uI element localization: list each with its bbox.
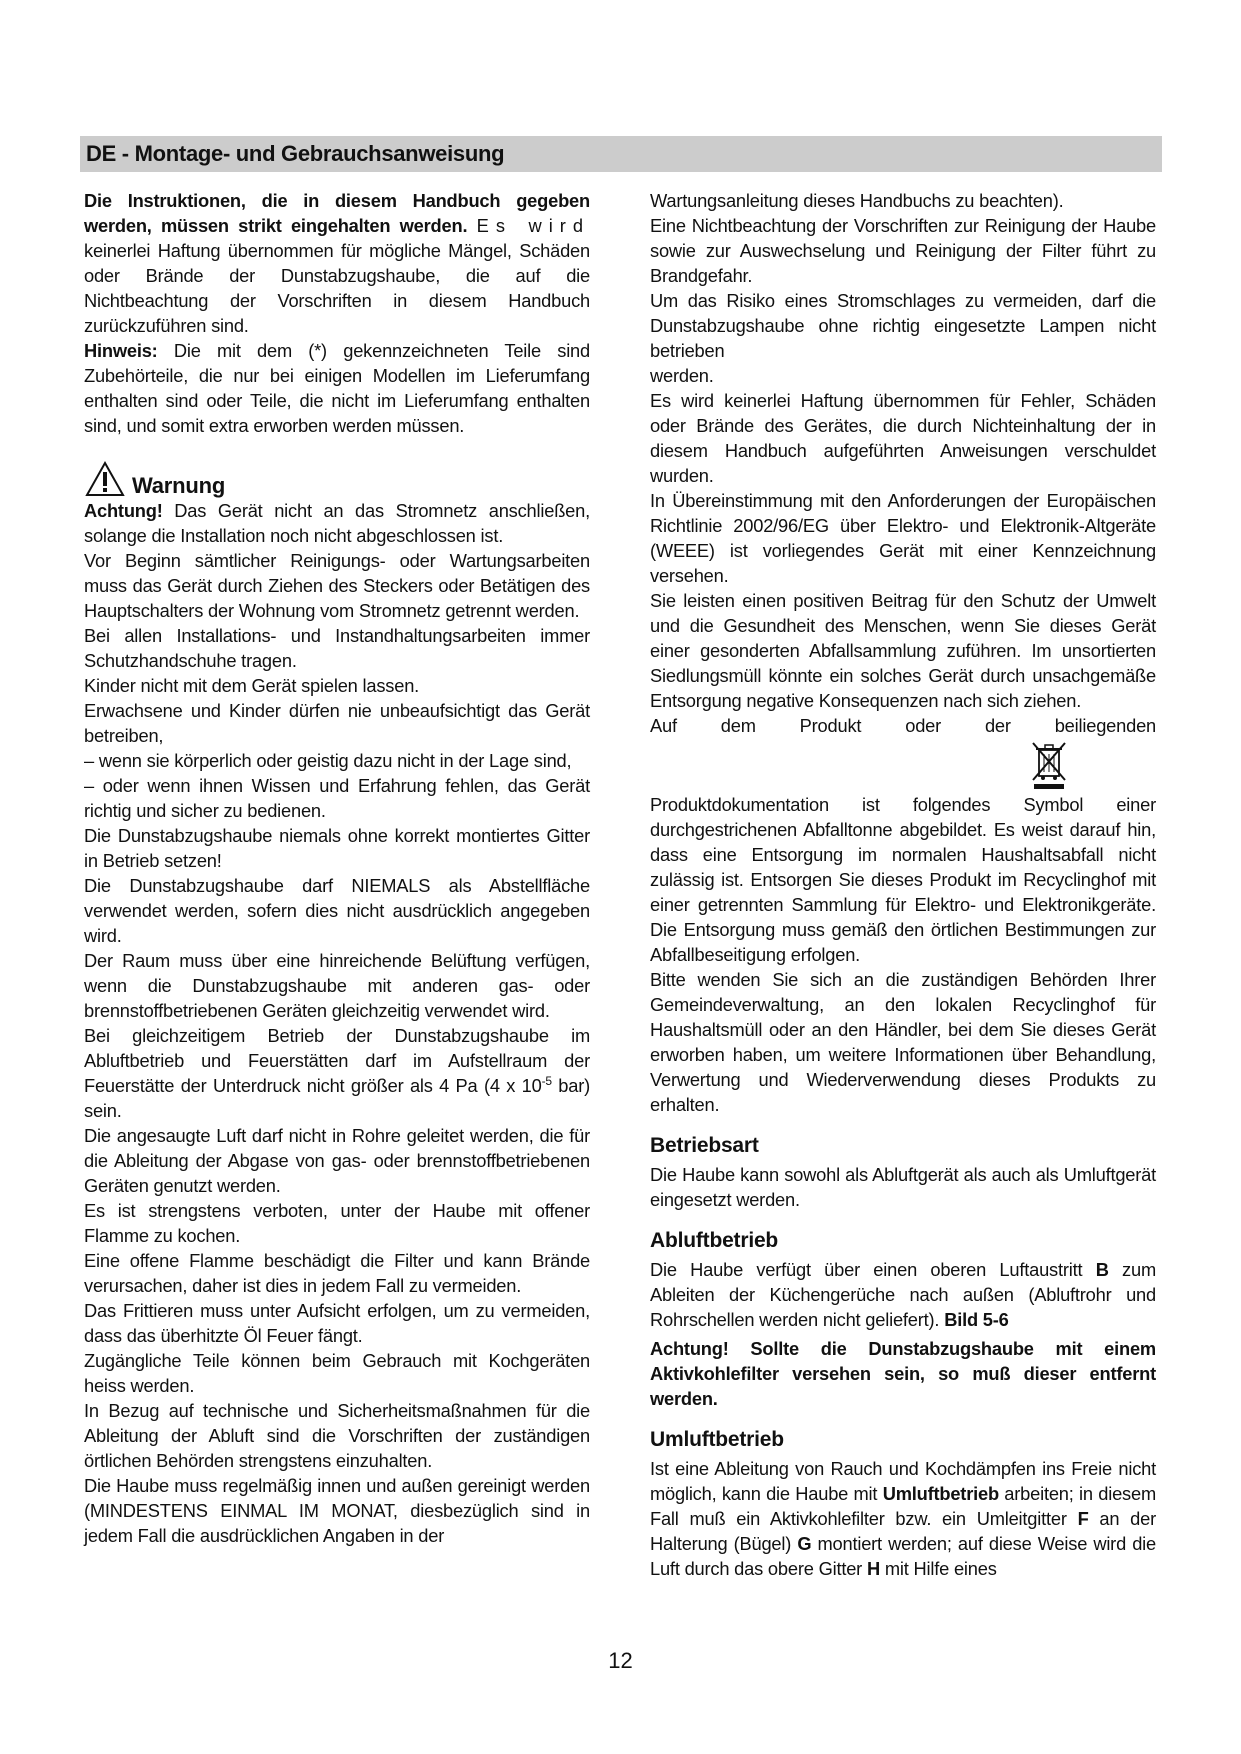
paragraph: Bitte wenden Sie sich an die zuständigen Behörden Ihrer Gemeindeverwaltung, an den lokalen Recyclinghof für Haushaltsmüll oder an den Händler, bei dem Sie dieses Gerät erworben haben, um weitere Informationen über Behandlung, Verwertung und Wiederverwendung dieses Produkts zu erhalten. bbox=[650, 969, 1156, 1115]
paragraph: Vor Beginn sämtlicher Reinigungs- oder Wartungsarbeiten muss das Gerät durch Ziehen des Steckers oder Betätigen des Hauptschalters der Wohnung vom Stromnetz getrennt werden. bbox=[84, 550, 590, 621]
umluft-text: an der Halterung (Bügel) bbox=[650, 1508, 1156, 1554]
intro-paragraph bbox=[84, 188, 590, 338]
paragraph: Sie leisten einen positiven Beitrag für den Schutz der Umwelt und die Gesundheit des Menschen, wenn Sie dieses Gerät einer gesonderten Abfallsammlung zuführen. Im unsortierten Siedlungsmüll könnte ein solches Gerät durch unsachgemäße Entsorgung negative Konsequenzen nach sich ziehen. bbox=[650, 590, 1156, 711]
part-label-f: F bbox=[1077, 1508, 1089, 1529]
crossed-bin-icon bbox=[1030, 740, 1068, 790]
umluft-heading: Umluftbetrieb bbox=[650, 1428, 784, 1451]
paragraph: Es wird keinerlei Haftung übernommen für Fehler, Schäden oder Brände des Gerätes, die durch Nichteinhaltung der in diesem Handbuch aufgeführten Anweisungen verschuldet wurden. bbox=[650, 390, 1156, 486]
umluft-text: Ist eine Ableitung von Rauch und Kochdämpfen ins Freie nicht möglich, kann die Haube mit bbox=[650, 1458, 1156, 1504]
intro-rest: keinerlei Haftung übernommen für mögliche Mängel, Schäden oder Brände der Dunstabzugshaube, die auf die Nichtbeachtung der Vorschriften in diesem Handbuch zurückzuführen sind. bbox=[84, 240, 590, 336]
page-number: 12 bbox=[608, 1648, 633, 1673]
section-header bbox=[80, 136, 1162, 172]
pressure-text-b: bar) sein. bbox=[84, 1075, 590, 1121]
paragraph: Kinder nicht mit dem Gerät spielen lassen. bbox=[84, 675, 420, 696]
paragraph: Zugängliche Teile können beim Gebrauch mit Kochgeräten heiss werden. bbox=[84, 1350, 590, 1396]
page-title: DE - Montage- und Gebrauchsanweisung bbox=[86, 141, 505, 166]
paragraph: Die angesaugte Luft darf nicht in Rohre geleitet werden, die für die Ableitung der Abgase von gas- oder brennstoffbetriebenen Geräten genutzt werden. bbox=[84, 1125, 590, 1196]
paragraph: Die Haube kann sowohl als Abluftgerät als auch als Umluftgerät eingesetzt werden. bbox=[650, 1164, 1156, 1210]
paragraph: Wartungsanleitung dieses Handbuchs zu beachten). bbox=[650, 190, 1064, 211]
achtung-text: Das Gerät nicht an das Stromnetz anschließen, solange die Installation noch nicht abgeschlossen ist. bbox=[84, 500, 590, 546]
umluft-bold: Umluftbetrieb bbox=[882, 1483, 999, 1504]
paragraph: Um das Risiko eines Stromschlages zu vermeiden, darf die Dunstabzugshaube ohne richtig eingesetzte Lampen nicht betrieben bbox=[650, 290, 1156, 361]
abluft-achtung: Achtung! Sollte die Dunstabzugshaube mit einem Aktivkohlefilter versehen sein, so muß dieser entfernt werden. bbox=[650, 1338, 1156, 1409]
hinweis-text: Die mit dem (*) gekennzeichneten Teile sind Zubehörteile, die nur bei einigen Modellen im Lieferumfang enthalten sind oder Teile, die nicht im Lieferumfang enthalten sind, und somit extra erworben werden müssen. bbox=[84, 340, 590, 436]
pressure-exponent: -5 bbox=[541, 1073, 552, 1088]
paragraph: Es ist strengstens verboten, unter der Haube mit offener Flamme zu kochen. bbox=[84, 1200, 590, 1246]
betriebsart-heading: Betriebsart bbox=[650, 1134, 759, 1157]
right-column bbox=[650, 188, 1156, 1581]
paragraph: Die Dunstabzugshaube darf NIEMALS als Abstellfläche verwendet werden, sofern dies nicht ausdrücklich angegeben wird. bbox=[84, 875, 590, 946]
warning-heading bbox=[84, 452, 590, 498]
umluft-paragraph bbox=[650, 1456, 1156, 1581]
paragraph: Das Frittieren muss unter Aufsicht erfolgen, um zu vermeiden, dass das überhitzte Öl Feuer fängt. bbox=[84, 1300, 590, 1346]
symbol-intro-line: Auf dem Produkt oder der beiliegenden bbox=[650, 715, 1156, 736]
umluft-text: montiert werden; auf diese Weise wird die Luft durch das obere Gitter bbox=[650, 1533, 1156, 1579]
hinweis-paragraph bbox=[84, 338, 590, 438]
paragraph: Eine Nichtbeachtung der Vorschriften zur Reinigung der Haube sowie zur Auswechselung und Reinigung der Filter führt zu Brandgefahr. bbox=[650, 215, 1156, 286]
paragraph: Die Haube muss regelmäßig innen und außen gereinigt werden (MINDESTENS EINMAL IM MONAT, diesbezüglich sind in jedem Fall die ausdrücklichen Angaben in der bbox=[84, 1475, 590, 1546]
paragraph: – oder wenn ihnen Wissen und Erfahrung fehlen, das Gerät richtig und sicher zu bedienen. bbox=[84, 775, 590, 821]
hinweis-label: Hinweis: bbox=[84, 340, 158, 361]
part-label-h: H bbox=[866, 1558, 880, 1579]
warning-triangle-icon bbox=[84, 460, 126, 498]
part-label-g: G bbox=[797, 1533, 812, 1554]
abluft-heading: Abluftbetrieb bbox=[650, 1229, 779, 1252]
pressure-text-a: Bei gleichzeitigem Betrieb der Dunstabzugshaube im Abluftbetrieb und Feuerstätten darf im Aufstellraum der Feuerstätte der Unterdruck nicht größer als 4 Pa (4 x 10 bbox=[84, 1025, 590, 1096]
umluft-text: mit Hilfe eines bbox=[879, 1558, 997, 1579]
paragraph: werden. bbox=[650, 365, 714, 386]
weee-symbol-row bbox=[650, 738, 1156, 792]
abluft-paragraph bbox=[650, 1257, 1156, 1332]
achtung-label: Achtung! bbox=[84, 500, 163, 521]
paragraph: Erwachsene und Kinder dürfen nie unbeaufsichtigt das Gerät betreiben, bbox=[84, 700, 590, 746]
paragraph: Bei allen Installations- und Instandhaltungsarbeiten immer Schutzhandschuhe tragen. bbox=[84, 625, 590, 671]
paragraph: Eine offene Flamme beschädigt die Filter und kann Brände verursachen, daher ist dies in jedem Fall zu vermeiden. bbox=[84, 1250, 590, 1296]
intro-bold: Die Instruktionen, die in diesem Handbuch gegeben werden, müssen strikt eingehalten werden. bbox=[84, 190, 590, 236]
umluft-text: arbeiten; in diesem Fall muß ein Aktivkohlefilter bzw. ein Umleitgitter bbox=[650, 1483, 1156, 1529]
paragraph: – wenn sie körperlich oder geistig dazu nicht in der Lage sind, bbox=[84, 750, 572, 771]
achtung-paragraph bbox=[84, 498, 590, 548]
intro-spaced: Es wird bbox=[476, 215, 591, 236]
abluft-text: zum Ableiten der Küchengerüche nach außen (Abluftrohr und Rohrschellen werden nicht geliefert). bbox=[650, 1259, 1156, 1330]
paragraph: Die Dunstabzugshaube niemals ohne korrekt montiertes Gitter in Betrieb setzen! bbox=[84, 825, 590, 871]
part-label-b: B bbox=[1095, 1259, 1109, 1280]
abluft-text: Die Haube verfügt über einen oberen Luftaustritt bbox=[650, 1259, 1096, 1280]
warning-title: Warnung bbox=[132, 473, 226, 498]
left-column bbox=[84, 188, 590, 1548]
paragraph: In Übereinstimmung mit den Anforderungen der Europäischen Richtlinie 2002/96/EG über Elektro- und Elektronik-Altgeräte (WEEE) ist vorliegendes Gerät mit einer Kennzeichnung versehen. bbox=[650, 490, 1156, 586]
paragraph: Der Raum muss über eine hinreichende Belüftung verfügen, wenn die Dunstabzugshaube mit anderen gas- oder brennstoffbetriebenen Geräten gleichzeitig verwendet wird. bbox=[84, 950, 590, 1021]
paragraph: In Bezug auf technische und Sicherheitsmaßnahmen für die Ableitung der Abluft sind die Vorschriften der zuständigen örtlichen Behörden strengstens einzuhalten. bbox=[84, 1400, 590, 1471]
figure-reference: Bild 5-6 bbox=[944, 1309, 1009, 1330]
pressure-paragraph bbox=[84, 1023, 590, 1123]
paragraph: Produktdokumentation ist folgendes Symbol einer durchgestrichenen Abfalltonne abgebildet. Es weist darauf hin, dass eine Entsorgung im normalen Haushaltsabfall nicht zulässig ist. Entsorgen Sie dieses Produkt im Recyclinghof mit einer getrennten Sammlung für Elektro- und Elektronikgeräte. Die Entsorgung muss gemäß den örtlichen Bestimmungen zur Abfallbeseitigung erfolgen. bbox=[650, 794, 1156, 965]
